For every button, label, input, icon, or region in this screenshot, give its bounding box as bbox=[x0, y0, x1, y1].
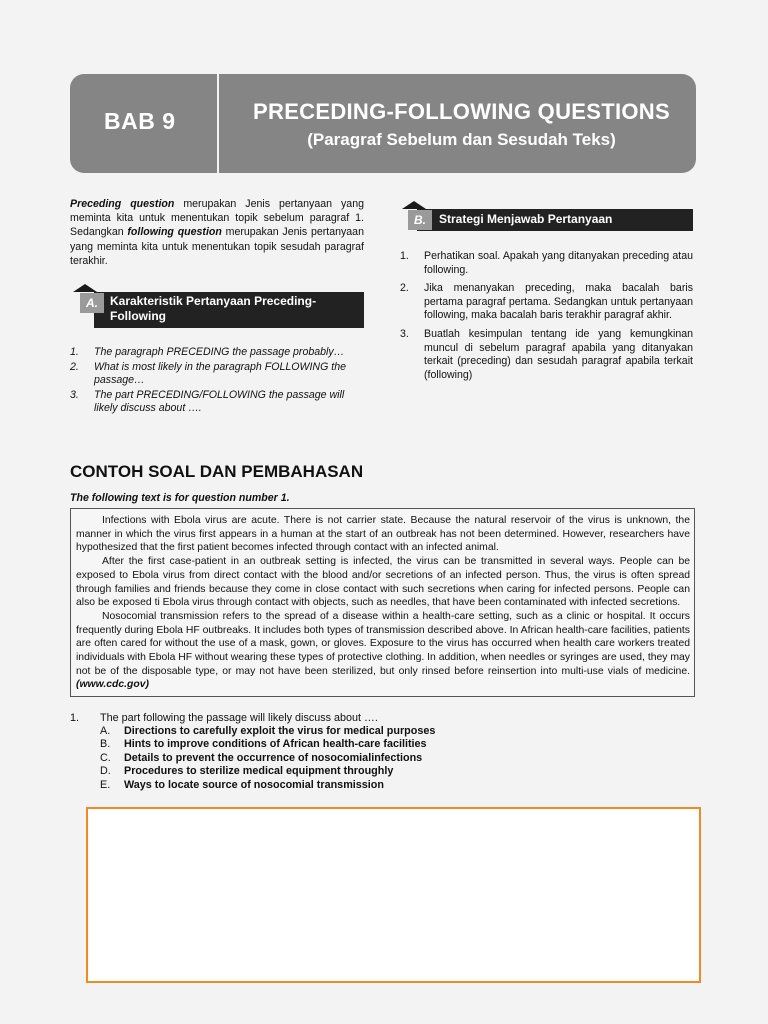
intro-text-1: merupakan Jenis pertanyaan yang meminta kita untuk menentukan topik sebelum paragraf 1. Sedangkan bbox=[70, 198, 364, 239]
section-b-badge: B. bbox=[408, 210, 432, 230]
section-b-header: Strategi Menjawab Pertanyaan bbox=[417, 209, 693, 231]
item-text: What is most likely in the paragraph FOLLOWING the passage… bbox=[94, 360, 346, 387]
option-text: Procedures to sterilize medical equipment throughly bbox=[124, 765, 394, 778]
option-letter: D. bbox=[100, 765, 111, 778]
item-number: 1. bbox=[70, 346, 79, 358]
chapter-title: PRECEDING-FOLLOWING QUESTIONS bbox=[253, 99, 670, 124]
item-text: Perhatikan soal. Apakah yang ditanyakan preceding atau following. bbox=[424, 250, 693, 276]
answer-option[interactable] bbox=[100, 725, 435, 738]
option-letter: C. bbox=[100, 751, 111, 764]
passage-paragraph-3-text: Nosocomial transmission refers to the spread of a disease within a health-care setting, such as a clinic or hospital. It occurs frequently during Ebola HF outbreaks. It includes both types of transmission described above. In African health-care facilities, patients are often cared for without the use of a mask, gown, or gloves. Exposure to the virus has occurred when health care workers treated individuals with Ebola HF without wearing these types of protective clothing. In addition, when needles or syringes are used, they may not be of the disposable type, or may not have been sterilized, but only rinsed before reinsertion into multi-use vials of medicine. bbox=[76, 610, 690, 677]
banner-divider bbox=[217, 74, 219, 173]
option-letter: E. bbox=[100, 778, 111, 791]
intro-paragraph bbox=[70, 197, 364, 268]
item-text: Buatlah kesimpulan tentang ide yang kemungkinan muncul di sebelum paragraf apabila yang ditanyakan terkait (preceding) dan sesudah paragraf apabila terkait (following) bbox=[424, 327, 693, 381]
graduation-cap-icon bbox=[402, 201, 426, 209]
reading-passage bbox=[70, 508, 695, 697]
passage-source: (www.cdc.gov) bbox=[76, 679, 149, 691]
section-a-header: Karakteristik Pertanyaan Preceding-Following bbox=[94, 292, 364, 328]
graduation-cap-icon bbox=[73, 284, 97, 292]
option-text: Ways to locate source of nosocomial transmission bbox=[124, 778, 384, 791]
passage-paragraph-2: After the first case-patient in an outbreak setting is infected, the virus can be transmitted in several ways. People can be exposed to Ebola virus from direct contact with the blood and/or secretions of an infected person. Thus, the virus is often spread through families and friends because they come in close contact with such secretions when caring for infected persons. People can also be exposed ti Ebola virus through contact with objects, such as needles, that have been contaminated with infected secretions. bbox=[76, 556, 690, 609]
intro-text-2: merupakan Jenis pertanyaan yang meminta kita untuk menentukan topik sesudah paragraf terakhir. bbox=[70, 226, 364, 267]
answer-option[interactable] bbox=[100, 752, 435, 765]
section-a-badge: A. bbox=[80, 293, 104, 313]
passage-label: The following text is for question number 1. bbox=[70, 492, 290, 504]
intro-term-following: following question bbox=[127, 226, 222, 239]
answer-option[interactable] bbox=[100, 738, 435, 751]
list-item bbox=[400, 328, 693, 382]
list-item bbox=[70, 361, 364, 388]
item-text: The paragraph PRECEDING the passage probably… bbox=[94, 346, 345, 358]
list-item bbox=[70, 389, 364, 416]
item-text: The part PRECEDING/FOLLOWING the passage will likely discuss about …. bbox=[94, 388, 345, 415]
option-letter: A. bbox=[100, 725, 111, 737]
chapter-number: BAB 9 bbox=[104, 108, 176, 134]
option-text: Details to prevent the occurrence of nosocomialinfections bbox=[124, 751, 423, 764]
chapter-subtitle: (Paragraf Sebelum dan Sesudah Teks) bbox=[307, 130, 616, 149]
option-text: Hints to improve conditions of African health-care facilities bbox=[124, 738, 427, 751]
answer-option[interactable] bbox=[100, 765, 435, 778]
passage-paragraph-1: Infections with Ebola virus are acute. There is not carrier state. Because the natural reservoir of the virus is unknown, the manner in which the virus first appears in a human at the start of an outbreak has not been determined. However, researchers have hypothesized that the first patient becomes infected through contact with an infected animal. bbox=[76, 515, 690, 554]
section-a-list bbox=[70, 346, 364, 417]
item-number: 3. bbox=[400, 327, 409, 340]
item-number: 2. bbox=[400, 282, 409, 295]
item-number: 2. bbox=[70, 360, 79, 373]
passage-paragraph-3 bbox=[76, 610, 690, 692]
item-number: 3. bbox=[70, 388, 79, 401]
option-text: Directions to carefully exploit the virus for medical purposes bbox=[124, 725, 436, 737]
option-letter: B. bbox=[100, 738, 111, 751]
chapter-banner bbox=[70, 74, 696, 173]
item-text: Jika menanyakan preceding, maka bacalah baris pertama paragraf pertama. Sedangkan untuk pertanyaan following, maka bacalah baris terakhir paragraf akhir. bbox=[424, 282, 693, 322]
section-b-list bbox=[400, 250, 693, 387]
answer-option[interactable] bbox=[100, 779, 435, 792]
question-text: The part following the passage will likely discuss about …. bbox=[100, 712, 378, 724]
intro-term-preceding: Preceding question bbox=[70, 198, 175, 210]
item-number: 1. bbox=[400, 250, 409, 262]
list-item bbox=[70, 346, 364, 360]
list-item bbox=[400, 282, 693, 323]
question-number: 1. bbox=[70, 712, 80, 724]
examples-heading: CONTOH SOAL DAN PEMBAHASAN bbox=[70, 462, 364, 481]
answer-options bbox=[100, 725, 435, 792]
list-item bbox=[400, 250, 693, 277]
blank-answer-box bbox=[86, 807, 701, 983]
